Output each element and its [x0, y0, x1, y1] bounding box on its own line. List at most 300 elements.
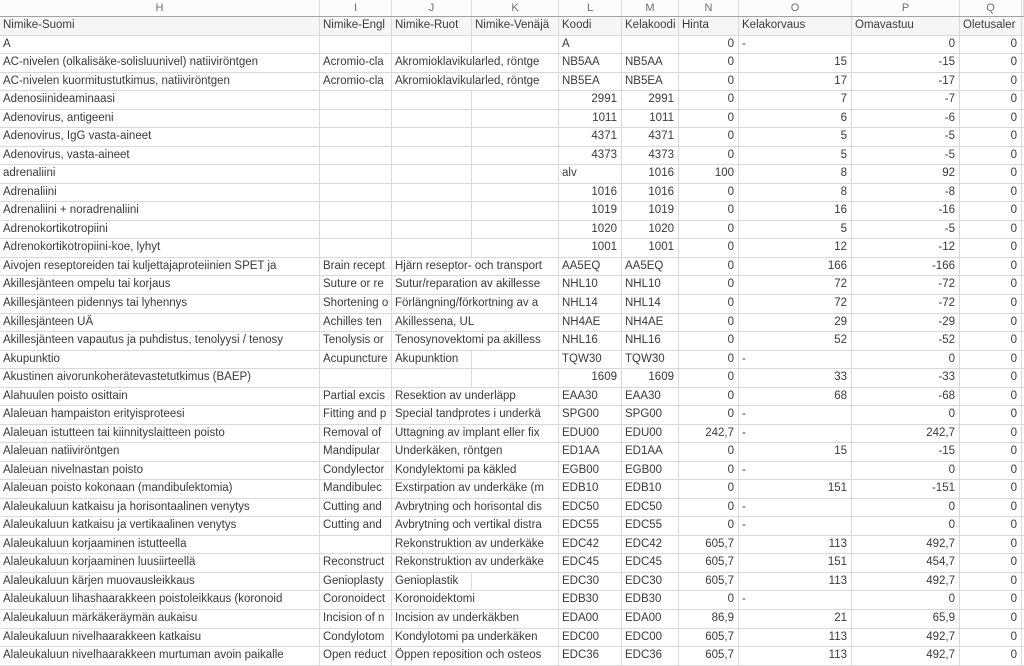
cell-nimike-engl[interactable]: Reconstruct	[320, 554, 392, 573]
cell-koodi[interactable]: EDC42	[559, 536, 622, 555]
cell-kelakoodi[interactable]: EDB10	[622, 480, 679, 499]
cell-oletusalennus[interactable]: 0	[960, 536, 1022, 555]
cell-nimike-suomi[interactable]: Akillesjänteen UÄ	[0, 314, 320, 333]
cell-hinta[interactable]: 0	[679, 91, 739, 110]
cell-omavastuu[interactable]: 0	[852, 591, 960, 610]
cell-nimike-ruotsi[interactable]: Hjärn reseptor- och transport	[392, 258, 559, 277]
cell-kelakorvaus[interactable]: 12	[739, 239, 852, 258]
cell-nimike-engl[interactable]: Partial excis	[320, 388, 392, 407]
cell-oletusalennus[interactable]: 0	[960, 425, 1022, 444]
cell-nimike-ruotsi[interactable]	[392, 110, 472, 129]
header-cell-oletusalennus[interactable]: Oletusaler	[960, 17, 1022, 36]
cell-omavastuu[interactable]: 0	[852, 499, 960, 518]
cell-kelakoodi[interactable]: EDC30	[622, 573, 679, 592]
cell-nimike-venaja[interactable]	[472, 369, 559, 388]
cell-nimike-venaja[interactable]	[472, 110, 559, 129]
cell-nimike-engl[interactable]: Open reduct	[320, 647, 392, 666]
cell-nimike-ruotsi[interactable]: Genioplastik	[392, 573, 472, 592]
cell-omavastuu[interactable]: -52	[852, 332, 960, 351]
cell-omavastuu[interactable]: 0	[852, 351, 960, 370]
cell-koodi[interactable]: NHL10	[559, 276, 622, 295]
cell-kelakorvaus[interactable]: 17	[739, 73, 852, 92]
cell-koodi[interactable]: NB5EA	[559, 73, 622, 92]
cell-hinta[interactable]: 242,7	[679, 425, 739, 444]
cell-hinta[interactable]: 0	[679, 314, 739, 333]
cell-hinta[interactable]: 0	[679, 276, 739, 295]
header-cell-nimike-venaja[interactable]: Nimike-Venäjä	[472, 17, 559, 36]
cell-oletusalennus[interactable]: 0	[960, 91, 1022, 110]
cell-nimike-suomi[interactable]: Alaleuan poisto kokonaan (mandibulektomia)	[0, 480, 320, 499]
cell-nimike-engl[interactable]: Acromio-cla	[320, 73, 392, 92]
cell-nimike-ruotsi[interactable]	[392, 202, 472, 221]
cell-omavastuu[interactable]: -16	[852, 202, 960, 221]
cell-kelakorvaus[interactable]: 8	[739, 165, 852, 184]
cell-omavastuu[interactable]: 0	[852, 517, 960, 536]
cell-nimike-venaja[interactable]	[472, 128, 559, 147]
cell-oletusalennus[interactable]: 0	[960, 110, 1022, 129]
cell-kelakoodi[interactable]: EDC55	[622, 517, 679, 536]
cell-nimike-ruotsi[interactable]: Resektion av underläpp	[392, 388, 559, 407]
cell-oletusalennus[interactable]: 0	[960, 573, 1022, 592]
cell-oletusalennus[interactable]: 0	[960, 369, 1022, 388]
header-cell-hinta[interactable]: Hinta	[679, 17, 739, 36]
cell-omavastuu[interactable]: -5	[852, 128, 960, 147]
cell-oletusalennus[interactable]: 0	[960, 647, 1022, 666]
cell-koodi[interactable]: 4373	[559, 147, 622, 166]
cell-nimike-engl[interactable]: Achilles ten	[320, 314, 392, 333]
cell-kelakorvaus[interactable]: 113	[739, 536, 852, 555]
cell-kelakoodi[interactable]: 1011	[622, 110, 679, 129]
cell-nimike-suomi[interactable]: A	[0, 36, 320, 55]
cell-nimike-ruotsi[interactable]	[392, 165, 472, 184]
cell-kelakoodi[interactable]: NHL16	[622, 332, 679, 351]
cell-nimike-suomi[interactable]: Adenovirus, IgG vasta-aineet	[0, 128, 320, 147]
cell-koodi[interactable]: NH4AE	[559, 314, 622, 333]
cell-omavastuu[interactable]: 0	[852, 36, 960, 55]
cell-hinta[interactable]: 100	[679, 165, 739, 184]
column-header-M[interactable]: M	[622, 0, 679, 16]
cell-koodi[interactable]: 1019	[559, 202, 622, 221]
cell-oletusalennus[interactable]: 0	[960, 295, 1022, 314]
cell-hinta[interactable]: 0	[679, 517, 739, 536]
cell-nimike-suomi[interactable]: Adrenaliini	[0, 184, 320, 203]
cell-nimike-engl[interactable]: Fitting and p	[320, 406, 392, 425]
cell-koodi[interactable]: ED1AA	[559, 443, 622, 462]
cell-nimike-ruotsi[interactable]	[392, 91, 472, 110]
cell-nimike-engl[interactable]	[320, 202, 392, 221]
cell-oletusalennus[interactable]: 0	[960, 54, 1022, 73]
cell-omavastuu[interactable]: -6	[852, 110, 960, 129]
cell-nimike-suomi[interactable]: Adenovirus, vasta-aineet	[0, 147, 320, 166]
column-header-J[interactable]: J	[392, 0, 472, 16]
cell-nimike-engl[interactable]: Suture or re	[320, 276, 392, 295]
cell-nimike-engl[interactable]	[320, 184, 392, 203]
cell-oletusalennus[interactable]: 0	[960, 36, 1022, 55]
cell-nimike-engl[interactable]	[320, 221, 392, 240]
cell-koodi[interactable]: EDU00	[559, 425, 622, 444]
cell-nimike-engl[interactable]: Mandibulec	[320, 480, 392, 499]
cell-omavastuu[interactable]: 92	[852, 165, 960, 184]
cell-hinta[interactable]: 0	[679, 147, 739, 166]
cell-nimike-venaja[interactable]	[472, 91, 559, 110]
cell-oletusalennus[interactable]: 0	[960, 202, 1022, 221]
cell-kelakoodi[interactable]: 1020	[622, 221, 679, 240]
cell-nimike-suomi[interactable]: Aivojen reseptoreiden tai kuljettajaproteiinien SPET ja	[0, 258, 320, 277]
cell-oletusalennus[interactable]: 0	[960, 221, 1022, 240]
cell-omavastuu[interactable]: -8	[852, 184, 960, 203]
cell-kelakorvaus[interactable]: -	[739, 591, 852, 610]
cell-nimike-engl[interactable]	[320, 165, 392, 184]
cell-hinta[interactable]: 0	[679, 499, 739, 518]
cell-nimike-ruotsi[interactable]: Kondylotomi pa underkäken	[392, 629, 559, 648]
header-cell-nimike-engl[interactable]: Nimike-Engl	[320, 17, 392, 36]
cell-nimike-suomi[interactable]: Akillesjänteen pidennys tai lyhennys	[0, 295, 320, 314]
cell-hinta[interactable]: 605,7	[679, 536, 739, 555]
cell-oletusalennus[interactable]: 0	[960, 554, 1022, 573]
cell-omavastuu[interactable]: -72	[852, 276, 960, 295]
cell-omavastuu[interactable]: -33	[852, 369, 960, 388]
column-header-Q[interactable]: Q	[960, 0, 1022, 16]
cell-kelakoodi[interactable]: EDC45	[622, 554, 679, 573]
cell-hinta[interactable]: 0	[679, 221, 739, 240]
cell-kelakorvaus[interactable]: 72	[739, 295, 852, 314]
cell-kelakorvaus[interactable]: 33	[739, 369, 852, 388]
cell-nimike-engl[interactable]	[320, 147, 392, 166]
cell-kelakorvaus[interactable]: 113	[739, 573, 852, 592]
cell-kelakoodi[interactable]: NB5AA	[622, 54, 679, 73]
cell-nimike-suomi[interactable]: Alaleukaluun kärjen muovausleikkaus	[0, 573, 320, 592]
cell-nimike-engl[interactable]: Acupuncture	[320, 351, 392, 370]
cell-koodi[interactable]: EDC50	[559, 499, 622, 518]
cell-koodi[interactable]: 1011	[559, 110, 622, 129]
cell-omavastuu[interactable]: 0	[852, 406, 960, 425]
cell-kelakorvaus[interactable]: 16	[739, 202, 852, 221]
cell-nimike-suomi[interactable]: Alaleuan hampaiston erityisproteesi	[0, 406, 320, 425]
cell-nimike-venaja[interactable]	[472, 239, 559, 258]
cell-nimike-venaja[interactable]	[472, 221, 559, 240]
cell-koodi[interactable]: EAA30	[559, 388, 622, 407]
cell-oletusalennus[interactable]: 0	[960, 629, 1022, 648]
cell-koodi[interactable]: 1609	[559, 369, 622, 388]
cell-kelakoodi[interactable]: NHL14	[622, 295, 679, 314]
cell-nimike-ruotsi[interactable]	[392, 128, 472, 147]
cell-kelakorvaus[interactable]: 29	[739, 314, 852, 333]
cell-hinta[interactable]: 0	[679, 202, 739, 221]
cell-nimike-venaja[interactable]	[472, 165, 559, 184]
cell-koodi[interactable]: EDC45	[559, 554, 622, 573]
cell-nimike-suomi[interactable]: Alaleukaluun nivelhaarakkeen murtuman avoin paikalle	[0, 647, 320, 666]
header-cell-omavastuu[interactable]: Omavastuu	[852, 17, 960, 36]
cell-nimike-suomi[interactable]: Adrenokortikotropiini-koe, lyhyt	[0, 239, 320, 258]
cell-nimike-suomi[interactable]: Alaleuan istutteen tai kiinnityslaitteen poisto	[0, 425, 320, 444]
cell-nimike-engl[interactable]: Brain recept	[320, 258, 392, 277]
cell-omavastuu[interactable]: 454,7	[852, 554, 960, 573]
cell-oletusalennus[interactable]: 0	[960, 480, 1022, 499]
cell-oletusalennus[interactable]: 0	[960, 314, 1022, 333]
cell-nimike-suomi[interactable]: Alaleukaluun nivelhaarakkeen katkaisu	[0, 629, 320, 648]
cell-nimike-suomi[interactable]: Akillesjänteen vapautus ja puhdistus, tenolyysi / tenosy	[0, 332, 320, 351]
cell-nimike-venaja[interactable]	[472, 36, 559, 55]
cell-kelakorvaus[interactable]: 113	[739, 629, 852, 648]
cell-nimike-engl[interactable]: Cutting and	[320, 517, 392, 536]
cell-oletusalennus[interactable]: 0	[960, 517, 1022, 536]
cell-omavastuu[interactable]: -15	[852, 54, 960, 73]
cell-hinta[interactable]: 0	[679, 388, 739, 407]
cell-kelakorvaus[interactable]: 21	[739, 610, 852, 629]
cell-oletusalennus[interactable]: 0	[960, 610, 1022, 629]
column-header-H[interactable]: H	[0, 0, 320, 16]
cell-hinta[interactable]: 605,7	[679, 629, 739, 648]
cell-kelakoodi[interactable]: AA5EQ	[622, 258, 679, 277]
cell-nimike-suomi[interactable]: Alaleuan natiiviröntgen	[0, 443, 320, 462]
cell-kelakoodi[interactable]: 1609	[622, 369, 679, 388]
cell-nimike-suomi[interactable]: Adrenokortikotropiini	[0, 221, 320, 240]
cell-nimike-venaja[interactable]	[472, 351, 559, 370]
cell-nimike-ruotsi[interactable]: Öppen reposition och osteos	[392, 647, 559, 666]
cell-omavastuu[interactable]: -166	[852, 258, 960, 277]
cell-nimike-suomi[interactable]: Alahuulen poisto osittain	[0, 388, 320, 407]
cell-nimike-suomi[interactable]: Adenosiinideaminaasi	[0, 91, 320, 110]
cell-nimike-ruotsi[interactable]: Akupunktion	[392, 351, 472, 370]
header-cell-kelakoodi[interactable]: Kelakoodi	[622, 17, 679, 36]
cell-kelakoodi[interactable]: EDU00	[622, 425, 679, 444]
cell-nimike-ruotsi[interactable]: Förlängning/förkortning av a	[392, 295, 559, 314]
cell-omavastuu[interactable]: -5	[852, 221, 960, 240]
cell-nimike-suomi[interactable]: Akupunktio	[0, 351, 320, 370]
cell-omavastuu[interactable]: 492,7	[852, 573, 960, 592]
cell-nimike-suomi[interactable]: Alaleukaluun korjaaminen luusiirteellä	[0, 554, 320, 573]
cell-koodi[interactable]: EDC00	[559, 629, 622, 648]
cell-oletusalennus[interactable]: 0	[960, 388, 1022, 407]
header-cell-nimike-ruotsi[interactable]: Nimike-Ruot	[392, 17, 472, 36]
cell-omavastuu[interactable]: -29	[852, 314, 960, 333]
cell-kelakorvaus[interactable]: 151	[739, 480, 852, 499]
cell-hinta[interactable]: 0	[679, 462, 739, 481]
cell-kelakorvaus[interactable]: 151	[739, 554, 852, 573]
cell-nimike-ruotsi[interactable]	[392, 147, 472, 166]
header-cell-koodi[interactable]: Koodi	[559, 17, 622, 36]
cell-nimike-ruotsi[interactable]: Rekonstruktion av underkäke	[392, 536, 559, 555]
cell-nimike-suomi[interactable]: Alaleukaluun katkaisu ja horisontaalinen venytys	[0, 499, 320, 518]
column-header-I[interactable]: I	[320, 0, 392, 16]
cell-nimike-ruotsi[interactable]: Koronoidektomi	[392, 591, 559, 610]
cell-nimike-ruotsi[interactable]: Incision av underkäkben	[392, 610, 559, 629]
cell-nimike-suomi[interactable]: Alaleukaluun lihashaarakkeen poistoleikkaus (koronoid	[0, 591, 320, 610]
cell-koodi[interactable]: TQW30	[559, 351, 622, 370]
cell-koodi[interactable]: NB5AA	[559, 54, 622, 73]
cell-oletusalennus[interactable]: 0	[960, 443, 1022, 462]
cell-kelakorvaus[interactable]: 15	[739, 443, 852, 462]
cell-koodi[interactable]: EDA00	[559, 610, 622, 629]
cell-nimike-engl[interactable]: Acromio-cla	[320, 54, 392, 73]
cell-omavastuu[interactable]: -12	[852, 239, 960, 258]
cell-nimike-ruotsi[interactable]: Underkäken, röntgen	[392, 443, 559, 462]
cell-hinta[interactable]: 0	[679, 258, 739, 277]
cell-koodi[interactable]: 1001	[559, 239, 622, 258]
cell-nimike-suomi[interactable]: Adenovirus, antigeeni	[0, 110, 320, 129]
cell-koodi[interactable]: alv	[559, 165, 622, 184]
cell-kelakoodi[interactable]: 1016	[622, 165, 679, 184]
cell-kelakorvaus[interactable]: 68	[739, 388, 852, 407]
cell-koodi[interactable]: SPG00	[559, 406, 622, 425]
header-cell-nimike-suomi[interactable]: Nimike-Suomi	[0, 17, 320, 36]
cell-oletusalennus[interactable]: 0	[960, 499, 1022, 518]
cell-nimike-ruotsi[interactable]: Akillessena, UL	[392, 314, 559, 333]
cell-nimike-engl[interactable]: Mandipular	[320, 443, 392, 462]
cell-kelakorvaus[interactable]: 5	[739, 128, 852, 147]
cell-kelakorvaus[interactable]: 52	[739, 332, 852, 351]
cell-kelakoodi[interactable]: EDC42	[622, 536, 679, 555]
cell-kelakorvaus[interactable]: 5	[739, 147, 852, 166]
cell-oletusalennus[interactable]: 0	[960, 184, 1022, 203]
cell-nimike-engl[interactable]	[320, 91, 392, 110]
cell-kelakoodi[interactable]: ED1AA	[622, 443, 679, 462]
cell-hinta[interactable]: 605,7	[679, 573, 739, 592]
cell-omavastuu[interactable]: -68	[852, 388, 960, 407]
cell-nimike-suomi[interactable]: adrenaliini	[0, 165, 320, 184]
cell-omavastuu[interactable]: 65,9	[852, 610, 960, 629]
cell-kelakorvaus[interactable]: -	[739, 425, 852, 444]
cell-omavastuu[interactable]: -7	[852, 91, 960, 110]
cell-kelakoodi[interactable]: 1019	[622, 202, 679, 221]
cell-hinta[interactable]: 0	[679, 406, 739, 425]
column-header-O[interactable]: O	[739, 0, 852, 16]
cell-koodi[interactable]: A	[559, 36, 622, 55]
cell-nimike-ruotsi[interactable]: Avbrytning och horisontal dis	[392, 499, 559, 518]
cell-hinta[interactable]: 0	[679, 369, 739, 388]
cell-kelakoodi[interactable]: 1001	[622, 239, 679, 258]
cell-koodi[interactable]: NHL14	[559, 295, 622, 314]
cell-omavastuu[interactable]: -72	[852, 295, 960, 314]
cell-nimike-engl[interactable]: Condylector	[320, 462, 392, 481]
cell-hinta[interactable]: 0	[679, 295, 739, 314]
cell-koodi[interactable]: AA5EQ	[559, 258, 622, 277]
cell-kelakoodi[interactable]: 1016	[622, 184, 679, 203]
cell-hinta[interactable]: 0	[679, 239, 739, 258]
cell-nimike-ruotsi[interactable]: Avbrytning och vertikal distra	[392, 517, 559, 536]
cell-hinta[interactable]: 0	[679, 73, 739, 92]
cell-kelakoodi[interactable]: 4373	[622, 147, 679, 166]
cell-nimike-suomi[interactable]: Akillesjänteen ompelu tai korjaus	[0, 276, 320, 295]
cell-hinta[interactable]: 0	[679, 110, 739, 129]
cell-nimike-ruotsi[interactable]	[392, 239, 472, 258]
cell-nimike-engl[interactable]	[320, 36, 392, 55]
cell-kelakorvaus[interactable]: -	[739, 351, 852, 370]
cell-koodi[interactable]: EDC36	[559, 647, 622, 666]
cell-koodi[interactable]: EDB30	[559, 591, 622, 610]
cell-koodi[interactable]: EDC55	[559, 517, 622, 536]
cell-nimike-engl[interactable]: Tenolysis or	[320, 332, 392, 351]
cell-nimike-engl[interactable]: Genioplasty	[320, 573, 392, 592]
cell-omavastuu[interactable]: -151	[852, 480, 960, 499]
cell-nimike-suomi[interactable]: Alaleukaluun katkaisu ja vertikaalinen venytys	[0, 517, 320, 536]
column-header-P[interactable]: P	[852, 0, 960, 16]
cell-nimike-ruotsi[interactable]: Kondylektomi pa käkled	[392, 462, 559, 481]
cell-kelakorvaus[interactable]: -	[739, 499, 852, 518]
cell-nimike-suomi[interactable]: Akustinen aivorunkoherätevastetutkimus (BAEP)	[0, 369, 320, 388]
cell-kelakoodi[interactable]: NB5EA	[622, 73, 679, 92]
cell-oletusalennus[interactable]: 0	[960, 591, 1022, 610]
cell-oletusalennus[interactable]: 0	[960, 332, 1022, 351]
cell-nimike-suomi[interactable]: Alaleukaluun korjaaminen istutteella	[0, 536, 320, 555]
cell-kelakorvaus[interactable]: 5	[739, 221, 852, 240]
cell-kelakorvaus[interactable]: 113	[739, 647, 852, 666]
cell-koodi[interactable]: NHL16	[559, 332, 622, 351]
cell-kelakoodi[interactable]: 4371	[622, 128, 679, 147]
cell-kelakoodi[interactable]: EGB00	[622, 462, 679, 481]
cell-hinta[interactable]: 0	[679, 54, 739, 73]
cell-nimike-suomi[interactable]: Alaleuan nivelnastan poisto	[0, 462, 320, 481]
cell-nimike-engl[interactable]	[320, 110, 392, 129]
cell-kelakoodi[interactable]: EAA30	[622, 388, 679, 407]
cell-oletusalennus[interactable]: 0	[960, 406, 1022, 425]
cell-koodi[interactable]: 1020	[559, 221, 622, 240]
cell-kelakorvaus[interactable]: -	[739, 517, 852, 536]
cell-oletusalennus[interactable]: 0	[960, 73, 1022, 92]
cell-nimike-engl[interactable]: Shortening o	[320, 295, 392, 314]
cell-kelakorvaus[interactable]: 72	[739, 276, 852, 295]
cell-hinta[interactable]: 0	[679, 36, 739, 55]
cell-nimike-engl[interactable]: Removal of	[320, 425, 392, 444]
cell-nimike-ruotsi[interactable]: Rekonstruktion av underkäke	[392, 554, 559, 573]
cell-hinta[interactable]: 0	[679, 591, 739, 610]
cell-nimike-engl[interactable]	[320, 536, 392, 555]
cell-omavastuu[interactable]: -15	[852, 443, 960, 462]
cell-nimike-ruotsi[interactable]: Akromioklavikularled, röntge	[392, 54, 559, 73]
cell-hinta[interactable]: 605,7	[679, 647, 739, 666]
cell-omavastuu[interactable]: 242,7	[852, 425, 960, 444]
cell-nimike-venaja[interactable]	[472, 202, 559, 221]
cell-kelakorvaus[interactable]: -	[739, 36, 852, 55]
cell-kelakorvaus[interactable]: 15	[739, 54, 852, 73]
cell-hinta[interactable]: 0	[679, 351, 739, 370]
cell-kelakoodi[interactable]: EDA00	[622, 610, 679, 629]
cell-kelakorvaus[interactable]: -	[739, 462, 852, 481]
header-cell-kelakorvaus[interactable]: Kelakorvaus	[739, 17, 852, 36]
cell-nimike-ruotsi[interactable]: Sutur/reparation av akillesse	[392, 276, 559, 295]
cell-nimike-suomi[interactable]: AC-nivelen (olkalisäke-solisluunivel) natiiviröntgen	[0, 54, 320, 73]
cell-koodi[interactable]: 1016	[559, 184, 622, 203]
cell-koodi[interactable]: EGB00	[559, 462, 622, 481]
cell-nimike-ruotsi[interactable]: Exstirpation av underkäke (m	[392, 480, 559, 499]
cell-nimike-ruotsi[interactable]: Uttagning av implant eller fix	[392, 425, 559, 444]
cell-nimike-engl[interactable]: Coronoidect	[320, 591, 392, 610]
cell-omavastuu[interactable]: -5	[852, 147, 960, 166]
cell-nimike-ruotsi[interactable]	[392, 369, 472, 388]
cell-hinta[interactable]: 605,7	[679, 554, 739, 573]
cell-oletusalennus[interactable]: 0	[960, 258, 1022, 277]
cell-nimike-suomi[interactable]: Alaleukaluun märkäkeräymän aukaisu	[0, 610, 320, 629]
column-header-L[interactable]: L	[559, 0, 622, 16]
column-header-N[interactable]: N	[679, 0, 739, 16]
cell-kelakoodi[interactable]: EDC50	[622, 499, 679, 518]
cell-kelakorvaus[interactable]: -	[739, 406, 852, 425]
cell-kelakoodi[interactable]: EDB30	[622, 591, 679, 610]
cell-omavastuu[interactable]: 492,7	[852, 647, 960, 666]
cell-omavastuu[interactable]: 492,7	[852, 536, 960, 555]
cell-kelakoodi[interactable]	[622, 36, 679, 55]
cell-kelakorvaus[interactable]: 166	[739, 258, 852, 277]
cell-nimike-engl[interactable]: Condylotom	[320, 629, 392, 648]
cell-oletusalennus[interactable]: 0	[960, 276, 1022, 295]
cell-kelakoodi[interactable]: EDC36	[622, 647, 679, 666]
cell-kelakoodi[interactable]: TQW30	[622, 351, 679, 370]
cell-nimike-engl[interactable]	[320, 369, 392, 388]
cell-hinta[interactable]: 0	[679, 128, 739, 147]
cell-oletusalennus[interactable]: 0	[960, 239, 1022, 258]
cell-oletusalennus[interactable]: 0	[960, 147, 1022, 166]
cell-hinta[interactable]: 0	[679, 443, 739, 462]
